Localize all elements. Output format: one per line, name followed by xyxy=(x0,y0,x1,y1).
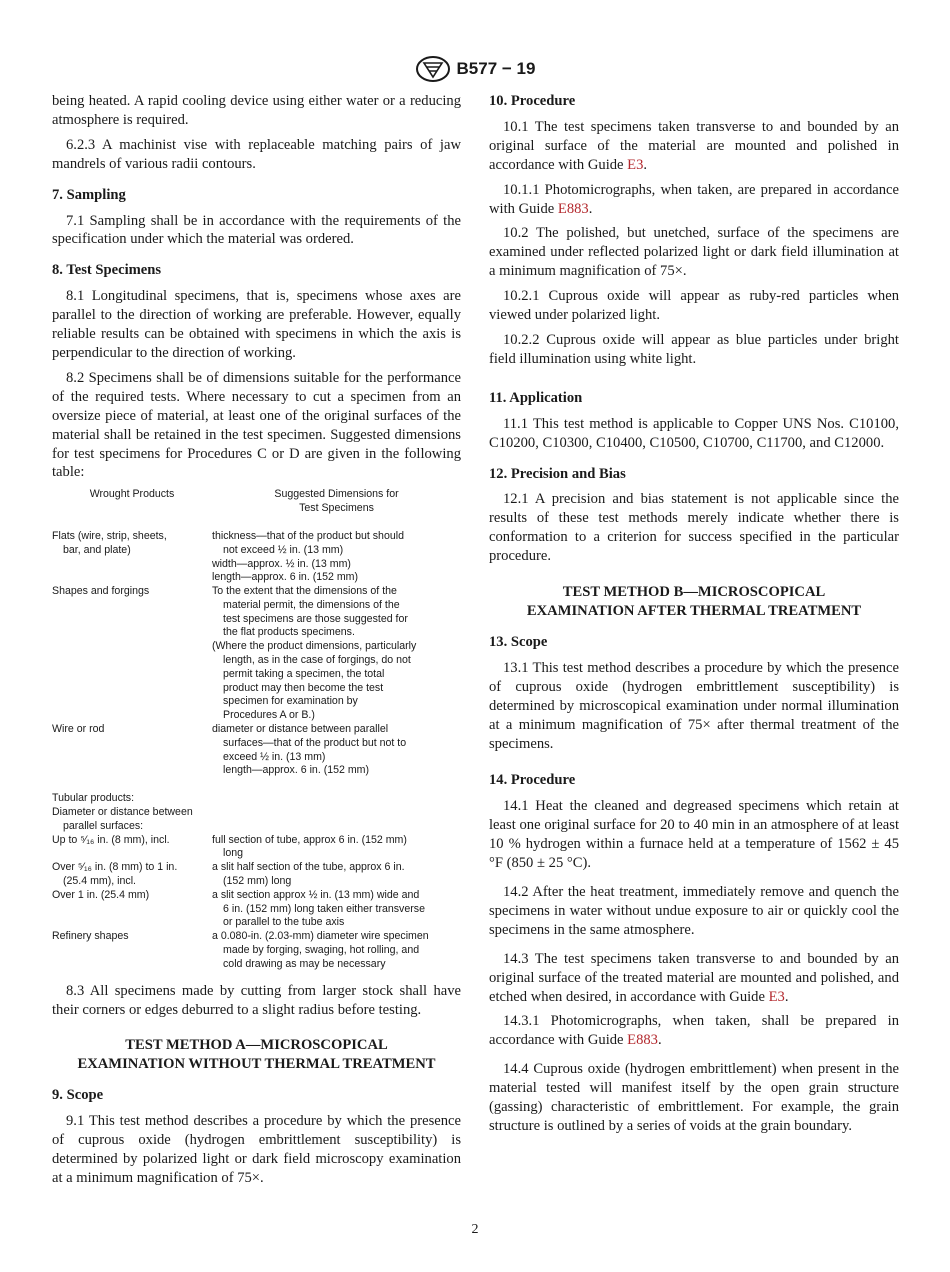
guide-e883-link[interactable]: E883 xyxy=(557,200,589,217)
table-row xyxy=(52,834,461,862)
cell-line: (Where the product dimensions, particularly xyxy=(212,640,417,653)
test-method-b-title xyxy=(489,583,899,621)
method-title-line: TEST METHOD B—MICROSCOPICAL xyxy=(562,584,826,601)
standard-designation: B577 − 19 xyxy=(456,59,536,78)
paragraph-14-3: 14.3 The test specimens taken transverse to and bounded by an original surface of the treated material are mounted and polished, and etched when desired, in accordance with Guide E3. xyxy=(489,950,899,1005)
guide-e3-link[interactable]: E3 xyxy=(768,988,785,1005)
cell-line: parallel surfaces: xyxy=(63,819,144,832)
cell-line: or parallel to the tube axis xyxy=(223,916,345,929)
paragraph-8-3: 8.3 All specimens made by cutting from larger stock shall have their corners or edges deburred to a slight radius before testing. xyxy=(52,982,461,1018)
method-title-line: EXAMINATION WITHOUT THERMAL TREATMENT xyxy=(77,1056,436,1073)
paragraph-12-1: 12.1 A precision and bias statement is not applicable since the results of these test methods merely indicate whether there is conformation to a criterion for success specified in the particular procedure. xyxy=(489,491,899,565)
table-row xyxy=(52,530,461,585)
paragraph-text: 10.1 The test specimens taken transverse to and bounded by an original surface of the material are mounted and polished in accordance with Guide xyxy=(489,118,899,173)
paragraph-8-2: 8.2 Specimens shall be of dimensions suitable for the performance of the required tests. Where necessary to cut a specimen from an oversize piece of material, at least one of the original surfaces of the material shall be retained in the test specimen. Suggested dimensions for test specimens for Procedures C or D are given in the following table: xyxy=(52,369,461,481)
cell-line: width—approx. ½ in. (13 mm) xyxy=(212,557,351,570)
section-14-heading: 14. Procedure xyxy=(489,772,576,789)
cell-line: a 0.080-in. (2.03-mm) diameter wire specimen xyxy=(212,930,429,943)
cell-product xyxy=(52,585,212,723)
cell-line: permit taking a specimen, the total xyxy=(223,667,385,680)
paragraph-14-2: 14.2 After the heat treatment, immediately remove and quench the specimens in water without undue exposure to air or quickly cool the specimens in the same atmosphere. xyxy=(489,884,899,938)
section-12-heading: 12. Precision and Bias xyxy=(489,465,626,482)
cell-line: made by forging, swaging, hot rolling, and xyxy=(223,944,420,957)
cell-line: full section of tube, approx 6 in. (152 mm) xyxy=(212,833,407,846)
cell-line: Tubular products: xyxy=(52,792,135,805)
cell-line: Flats (wire, strip, sheets, xyxy=(52,529,167,542)
paragraph-text: 14.3 The test specimens taken transverse to and bounded by an original surface of the treated material are mounted and polished, and etched when desired, in accordance with Guide xyxy=(489,950,899,1005)
astm-logo-icon xyxy=(415,55,451,83)
cell-dimensions xyxy=(212,530,461,585)
table-header xyxy=(52,488,461,516)
cell-line: thickness—that of the product but should xyxy=(212,529,404,542)
paragraph-10-1: 10.1 The test specimens taken transverse to and bounded by an original surface of the material are mounted and polished in accordance with Guide E3. xyxy=(489,118,899,173)
guide-e3-link[interactable]: E3 xyxy=(627,156,644,173)
paragraph-10-2: 10.2 The polished, but unetched, surface of the specimens are examined under reflected polarized light or dark field illumination at a minimum magnification of 75×. xyxy=(489,225,899,280)
cell-dimensions xyxy=(212,723,461,778)
specimen-dimensions-table xyxy=(52,488,461,971)
cell-line: bar, and plate) xyxy=(63,543,131,556)
cell-line: diameter or distance between parallel xyxy=(212,723,389,736)
cell-line: Over ⁵⁄₁₆ in. (8 mm) to 1 in. xyxy=(52,861,178,874)
section-7-heading: 7. Sampling xyxy=(52,186,126,203)
cell-line: test specimens are those suggested for xyxy=(223,612,408,625)
cell-line: the flat products specimens. xyxy=(223,626,355,639)
cell-line: length, as in the case of forgings, do not xyxy=(223,654,411,667)
method-title-line: TEST METHOD A—MICROSCOPICAL xyxy=(125,1037,388,1054)
paragraph-14-4: 14.4 Cuprous oxide (hydrogen embrittlement) when present in the material tested will manifest itself by the open grain structure (gassing) characteristic of embrittlement. For example, the grain structure is outlined by a series of voids at the grain boundary. xyxy=(489,1061,899,1134)
cell-line: Wire or rod xyxy=(52,723,105,736)
section-8-heading: 8. Test Specimens xyxy=(52,262,162,279)
paragraph-6-2-3: 6.2.3 A machinist vise with replaceable matching pairs of jaw mandrels of various radii contours. xyxy=(52,136,461,172)
cell-product xyxy=(52,792,461,833)
section-11-heading: 11. Application xyxy=(489,389,583,406)
cell-line: Over 1 in. (25.4 mm) xyxy=(52,888,150,901)
header-dims-line: Suggested Dimensions for xyxy=(274,488,399,501)
cell-dimensions xyxy=(212,889,461,930)
paragraph-10-2-1: 10.2.1 Cuprous oxide will appear as ruby-red particles when viewed under polarized light. xyxy=(489,288,899,324)
cell-line: (152 mm) long xyxy=(223,875,292,888)
left-column xyxy=(52,92,461,1194)
paragraph-8-1: 8.1 Longitudinal specimens, that is, specimens whose axes are parallel to the direction of working are preferable. However, equally reliable results can be obtained with specimens in which the axis is perpendicular to the direction of working. xyxy=(52,288,461,361)
cell-line: Refinery shapes xyxy=(52,930,129,943)
cell-dimensions xyxy=(212,930,461,971)
cell-line: not exceed ½ in. (13 mm) xyxy=(223,543,344,556)
cell-product xyxy=(52,861,212,889)
cell-line: long xyxy=(223,847,244,860)
paragraph-heating-device: being heated. A rapid cooling device using either water or a reducing atmosphere is required. xyxy=(52,93,461,128)
cell-line: specimen for examination by xyxy=(223,695,358,708)
cell-dimensions xyxy=(212,585,461,723)
cell-product xyxy=(52,930,212,971)
paragraph-11-1: 11.1 This test method is applicable to Copper UNS Nos. C10100, C10200, C10300, C10400, C10500, C10700, C11700, and C12000. xyxy=(489,415,899,451)
paragraph-9-1: 9.1 This test method describes a procedure by which the presence of cuprous oxide (hydrogen embrittlement susceptibility) is determined by polarized light or dark field microscopy examination at a minimum magnification of 75×. xyxy=(52,1113,461,1187)
cell-dimensions xyxy=(212,834,461,862)
paragraph-text: 10.1.1 Photomicrographs, when taken, are prepared in accordance with Guide xyxy=(489,181,899,217)
cell-line: a slit half section of the tube, approx 6 in. xyxy=(212,861,405,874)
cell-line: material permit, the dimensions of the xyxy=(223,598,400,611)
table-row xyxy=(52,889,461,930)
cell-product xyxy=(52,530,212,585)
cell-line: surfaces—that of the product but not to xyxy=(223,736,407,749)
cell-line: Diameter or distance between xyxy=(52,806,193,819)
cell-line: a slit section approx ½ in. (13 mm) wide and xyxy=(212,888,420,901)
page-number: 2 xyxy=(471,1222,479,1237)
section-9-heading: 9. Scope xyxy=(52,1087,104,1104)
cell-line: length—approx. 6 in. (152 mm) xyxy=(212,571,359,584)
cell-product xyxy=(52,723,212,778)
method-title-line: EXAMINATION AFTER THERMAL TREATMENT xyxy=(526,603,862,620)
section-10-heading: 10. Procedure xyxy=(489,93,576,109)
paragraph-7-1: 7.1 Sampling shall be in accordance with the requirements of the specification under which the material was ordered. xyxy=(52,212,461,248)
paragraph-14-1: 14.1 Heat the cleaned and degreased specimens which retain at least one original surface for 20 to 40 min in an atmosphere of at least 10 % hydrogen within a furnace held at a temperature of 1562 ± 45 °F (850 ± 25 °C). xyxy=(489,798,899,872)
cell-line: Up to ⁵⁄₁₆ in. (8 mm), incl. xyxy=(52,833,170,846)
cell-line: (25.4 mm), incl. xyxy=(63,875,136,888)
cell-line: To the extent that the dimensions of the xyxy=(212,585,397,598)
cell-line: product may then become the test xyxy=(223,681,384,694)
cell-line: Shapes and forgings xyxy=(52,585,150,598)
table-row xyxy=(52,930,461,971)
guide-e883-link[interactable]: E883 xyxy=(627,1032,658,1049)
table-row xyxy=(52,861,461,889)
cell-dimensions xyxy=(212,861,461,889)
cell-product xyxy=(52,834,212,862)
header-dims-line: Test Specimens xyxy=(299,502,374,515)
page-header xyxy=(0,54,950,84)
right-column xyxy=(489,92,899,1142)
section-13-heading: 13. Scope xyxy=(489,634,548,651)
table-row xyxy=(52,723,461,778)
cell-line: cold drawing as may be necessary xyxy=(223,957,386,970)
cell-product xyxy=(52,889,212,930)
paragraph-text: 14.3.1 Photomicrographs, when taken, shall be prepared in accordance with Guide xyxy=(489,1013,899,1049)
cell-line: length—approx. 6 in. (152 mm) xyxy=(223,764,370,777)
header-suggested-dimensions xyxy=(212,488,461,516)
paragraph-14-3-1: 14.3.1 Photomicrographs, when taken, shall be prepared in accordance with Guide E883. xyxy=(489,1013,899,1049)
paragraph-10-1-1: 10.1.1 Photomicrographs, when taken, are prepared in accordance with Guide E883. xyxy=(489,181,899,217)
cell-line: Procedures A or B.) xyxy=(223,709,315,722)
cell-line: exceed ½ in. (13 mm) xyxy=(223,750,326,763)
table-row xyxy=(52,792,461,833)
test-method-a-title xyxy=(52,1036,461,1074)
header-wrought-products: Wrought Products xyxy=(89,488,175,501)
cell-line: 6 in. (152 mm) long taken either transverse xyxy=(223,902,425,915)
paragraph-13-1: 13.1 This test method describes a procedure by which the presence of cuprous oxide (hydrogen embrittlement susceptibility) is determined by microscopical examination under normal illumination at a minimum magnification of 75× after thermal treatment of the specimens. xyxy=(489,659,899,752)
table-row xyxy=(52,585,461,723)
paragraph-10-2-2: 10.2.2 Cuprous oxide will appear as blue particles under bright field illumination using white light. xyxy=(489,331,899,367)
